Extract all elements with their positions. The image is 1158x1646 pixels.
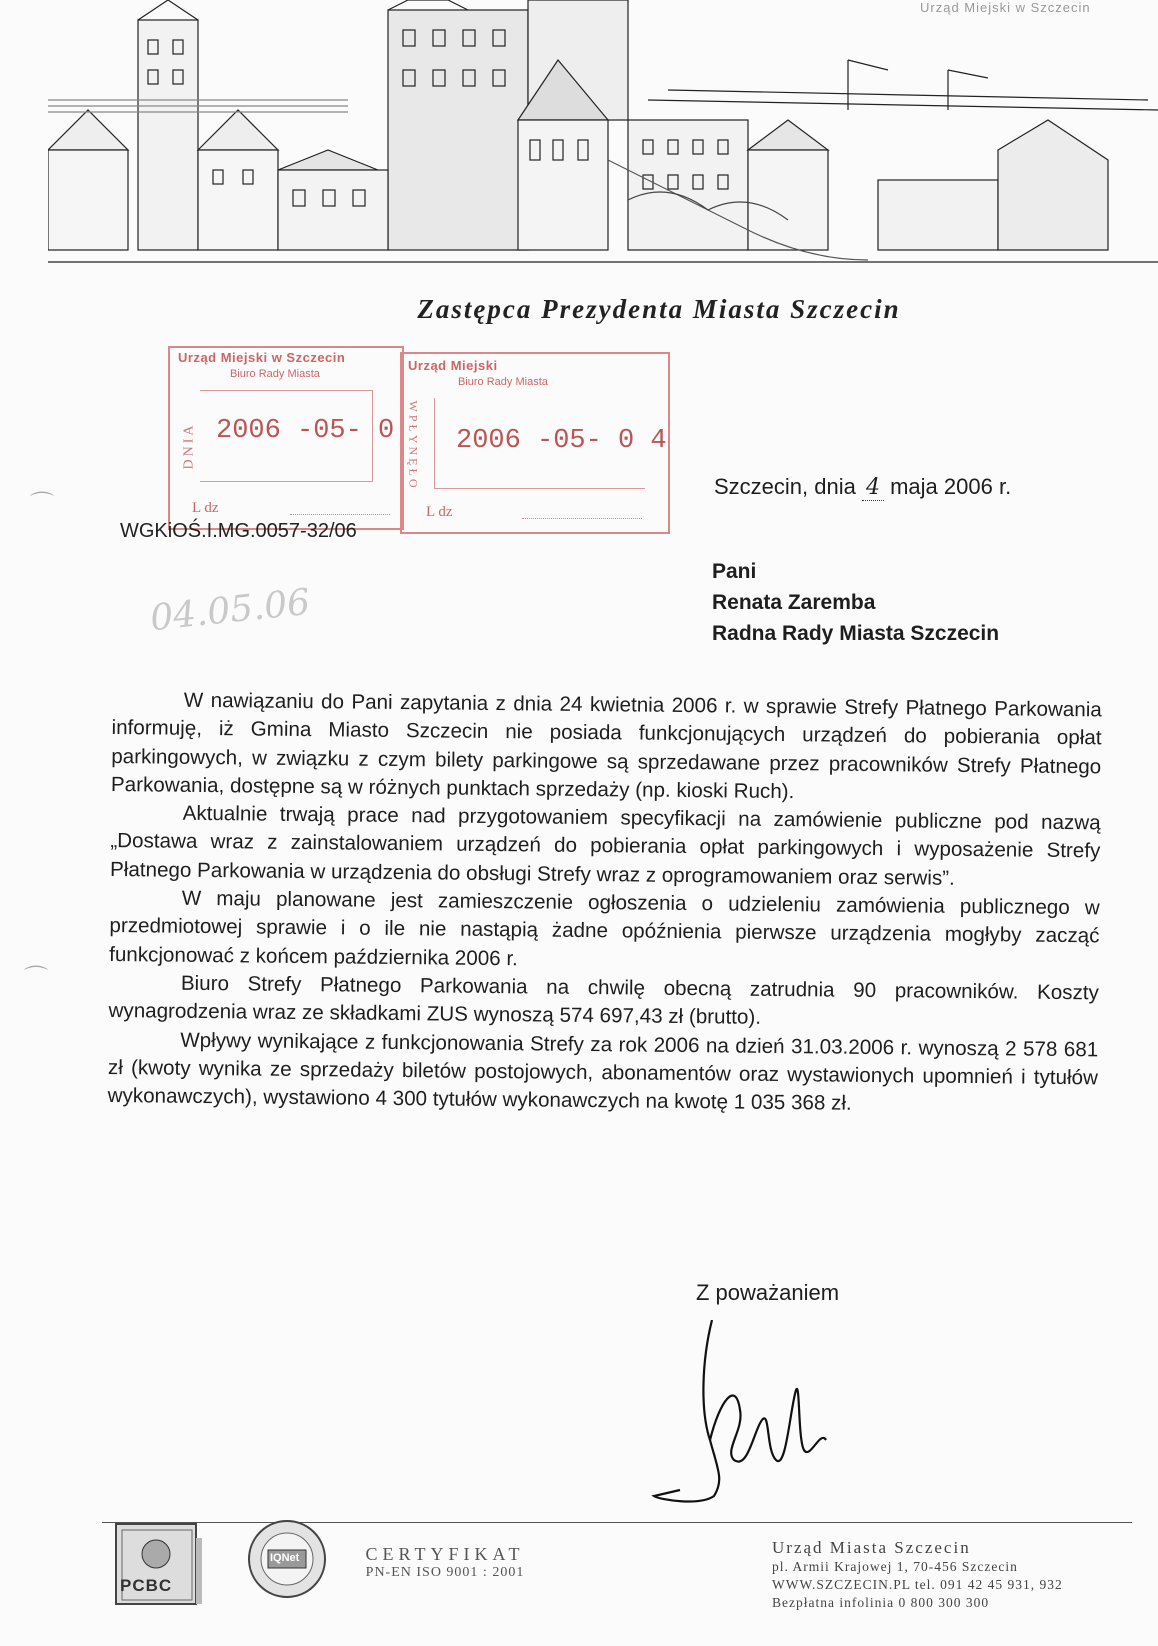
recipient-name: Renata Zaremba — [712, 591, 876, 614]
certificate-title: CERTYFIKAT — [365, 1544, 525, 1564]
office-name: Urząd Miasta Szczecin — [772, 1538, 971, 1557]
signature — [640, 1320, 900, 1510]
letter-body — [108, 686, 1102, 1121]
received-stamp-1 — [168, 346, 404, 530]
stamp-office: Urząd Miejski — [408, 358, 498, 373]
office-contact — [772, 1538, 1063, 1612]
closing: Z poważaniem — [696, 1280, 840, 1305]
stamp-date: 2006 -05- 0 4 — [456, 426, 667, 456]
margin-mark-icon: ⌒ — [24, 965, 48, 992]
stamp-side-label: WPŁYNĘŁO — [406, 400, 421, 491]
stamp-dept: Biuro Rady Miasta — [458, 376, 548, 388]
body-paragraph: W maju planowane jest zamieszczenie ogłoszenia o udzieleniu zamówienia publicznego w przedmiotowej sprawie i o ile nie nastąpią żadne opóźnienia pierwsze urządzenia mogłyby zacząć funkcjonować z końcem października 2006 r. — [109, 886, 1100, 970]
office-web-phone: WWW.SZCZECIN.PL tel. 091 42 45 931, 932 — [772, 1577, 1063, 1592]
office-address: pl. Armii Krajowej 1, 70-456 Szczecin — [772, 1559, 1018, 1574]
margin-mark-icon: ⌒ — [30, 491, 54, 518]
body-paragraph: W nawiązaniu do Pani zapytania z dnia 24 kwietnia 2006 r. w sprawie Strefy Płatnego Parkowania informuję, iż Gmina Miasto Szczecin nie posiada funkcjonujących urządzeń do pobierania opłat parkingowych, w związku z czym bilety parkingowe są sprzedawane przez pracowników Strefy Płatnego Parkowania, dostępne są w różnych punktach sprzedaży (np. kioski Ruch). — [110, 688, 1102, 804]
recipient-title: Radna Rady Miasta Szczecin — [712, 622, 1000, 645]
office-hotline: Bezpłatna infolinia 0 800 300 300 — [772, 1595, 990, 1610]
stamp-dept: Biuro Rady Miasta — [230, 368, 320, 380]
letterhead-title: Zastępca Prezydenta Miasta Szczecin — [417, 294, 901, 324]
handwritten-day: 4 — [862, 475, 884, 501]
handwritten-date: 04.05.06 — [148, 581, 313, 640]
body-paragraph: Aktualnie trwają prace nad przygotowaniem specyfikacji na zamówienie publiczne pod nazwą „Dostawa wraz z zainstalowaniem urządzeń do pobierania opłat parkingowych i wyposażenie Strefy Płatnego Parkowania w urządzenia do obsługi Strefy wraz z oprogramowaniem oraz serwis”. — [109, 801, 1101, 890]
stamp-ldz: L dz — [192, 500, 219, 516]
reference-number: WGKiOŚ.I.MG.0057-32/06 — [120, 520, 357, 542]
header-art-stamp-text: Urząd Miejski w Szczecin — [920, 0, 1091, 15]
certificate-info — [350, 1544, 540, 1581]
certificate-standard: PN-EN ISO 9001 : 2001 — [365, 1565, 525, 1580]
stamp-side-label: DNIA — [181, 422, 197, 470]
pcbc-certification-logo: PCBC — [112, 1518, 204, 1610]
body-paragraph: Biuro Strefy Płatnego Parkowania na chwilę obecną zatrudnia 90 pracowników. Koszty wynagrodzenia wraz ze składkami ZUS wynoszą 574 697,43 zł (brutto). — [108, 971, 1099, 1030]
stamp-date: 2006 -05- 0 — [216, 416, 395, 446]
iqnet-certification-logo: IQNet — [246, 1518, 328, 1600]
stamp-office: Urząd Miejski w Szczecin — [178, 350, 346, 365]
letter-date: Szczecin, dnia 4 maja 2006 r. — [714, 474, 1012, 500]
received-stamp-2 — [400, 352, 670, 534]
city-skyline-engraving — [48, 0, 1158, 292]
stamp-ldz: L dz — [426, 504, 453, 520]
body-paragraph: Wpływy wynikające z funkcjonowania Strefy za rok 2006 na dzień 31.03.2006 r. wynoszą 2 578 681 zł (kwoty wynika ze sprzedaży biletów postojowych, abonamentów oraz wystawionych upomnień i tytułów wykonawczych), wystawiono 4 300 tytułów wykonawczych na kwotę 1 035 368 zł. — [107, 1028, 1099, 1115]
recipient-salutation: Pani — [712, 560, 757, 583]
